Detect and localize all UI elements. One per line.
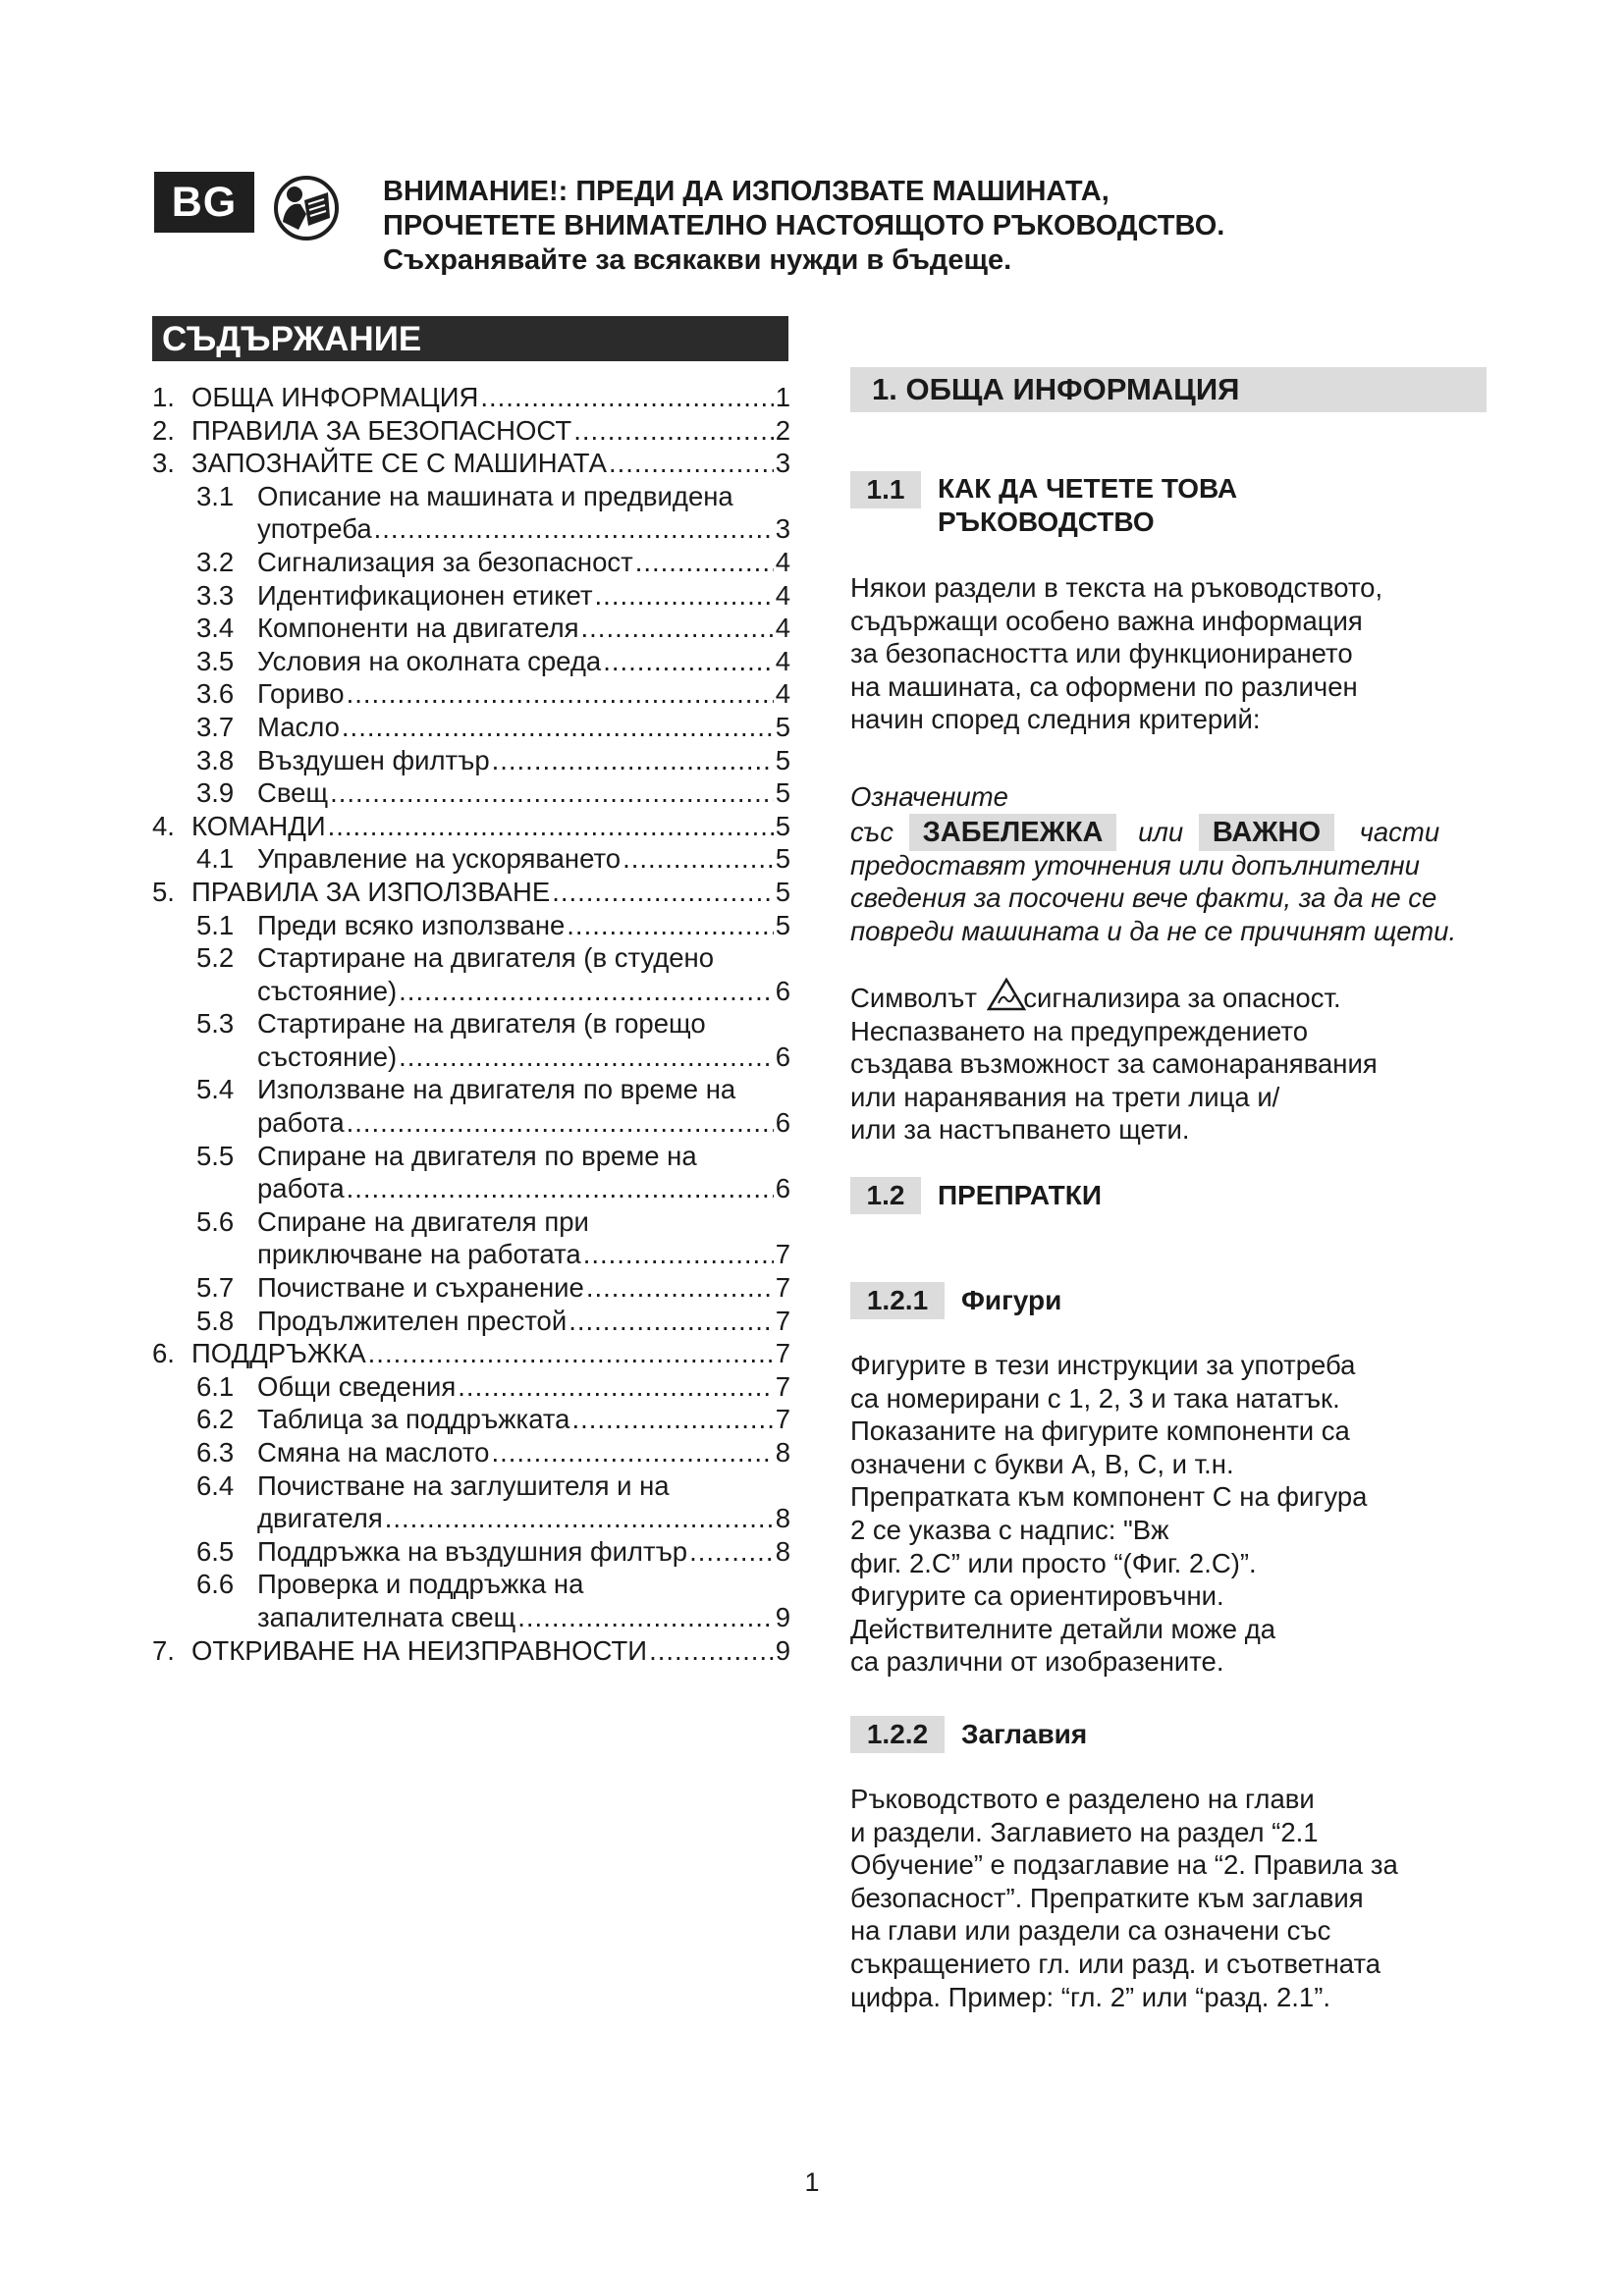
- toc-entry-number: 6.2: [196, 1404, 235, 1435]
- text-fragment: със: [850, 816, 893, 847]
- toc-entry-page: 4: [775, 645, 790, 676]
- toc-leader-dots: [330, 776, 774, 810]
- toc-entry-number: 5.4: [196, 1074, 235, 1105]
- toc-entry-number: 4.1: [196, 843, 235, 875]
- toc-entry: [152, 1238, 790, 1271]
- note-badge: ЗАБЕЛЕЖКА: [909, 814, 1117, 851]
- text-fragment: сигнализира за опасност.: [1023, 983, 1341, 1013]
- toc-entry-number: 6.1: [196, 1370, 235, 1402]
- toc-entry-title: Смяна на маслото: [257, 1437, 490, 1468]
- toc-entry-title: ЗАПОЗНАЙТЕ СЕ С МАШИНАТА: [191, 448, 608, 479]
- note-paragraph: [850, 780, 1456, 947]
- toc-entry-page: 7: [775, 1404, 790, 1435]
- toc-entry-page: 6: [775, 1107, 790, 1139]
- warning-line-3: Съхранявайте за всякакви нужди в бъдеще.: [383, 244, 1012, 276]
- toc-entry-title: Преди всяко използване: [257, 909, 566, 940]
- toc-entry-title: употреба: [257, 513, 372, 545]
- toc-entry-title: Компоненти на двигателя: [257, 613, 579, 644]
- subsection-title: Заглавия: [961, 1719, 1088, 1749]
- toc-entry-title: Идентификационен етикет: [257, 579, 593, 611]
- toc-entry-number: 6.6: [196, 1569, 235, 1600]
- toc-entry-page: 5: [775, 843, 790, 875]
- text-line: създава възможност за самонаранявания: [850, 1048, 1378, 1080]
- toc-entry: [152, 1436, 790, 1469]
- toc-leader-dots: [492, 744, 774, 777]
- text-line: начин според следния критерий:: [850, 704, 1261, 735]
- toc-entry-number: 6.5: [196, 1535, 235, 1567]
- language-badge: BG: [154, 172, 254, 233]
- toc-entry: [152, 579, 790, 613]
- text-fragment: или: [1138, 816, 1184, 847]
- text-line: Неспазването на предупреждението: [850, 1015, 1308, 1046]
- toc-leader-dots: [573, 414, 774, 448]
- toc-entry: [152, 1007, 790, 1041]
- text-line: съкращението гл. или разд. и съответната: [850, 1948, 1381, 1979]
- toc-entry-number: 5.1: [196, 909, 235, 940]
- toc-entry-title: Почистване и съхранение: [257, 1272, 584, 1304]
- toc-leader-dots: [583, 1238, 774, 1271]
- warning-line-2: ПРОЧЕТЕТЕ ВНИМАТЕЛНО НАСТОЯЩОТО РЪКОВОДСТВО.: [383, 210, 1225, 241]
- toc-entry: [152, 1172, 790, 1205]
- note-badge-line: [850, 814, 1456, 849]
- toc-entry-page: 8: [775, 1437, 790, 1468]
- toc-leader-dots: [568, 1305, 774, 1338]
- toc-entry-page: 4: [775, 546, 790, 577]
- toc-leader-dots: [635, 546, 774, 579]
- section-title: 1. ОБЩА ИНФОРМАЦИЯ: [850, 367, 1487, 412]
- toc-entry: [152, 1634, 790, 1668]
- toc-entry: [152, 546, 790, 579]
- toc-entry-title: ОТКРИВАНЕ НА НЕИЗПРАВНОСТИ: [191, 1634, 648, 1666]
- toc-entry: [152, 876, 790, 909]
- toc-entry-title: Сигнализация за безопасност: [257, 546, 633, 577]
- toc-leader-dots: [623, 842, 774, 876]
- toc-leader-dots: [458, 1370, 773, 1404]
- toc-entry-title: Свещ: [257, 777, 329, 809]
- toc-entry-page: 9: [775, 1601, 790, 1632]
- text-line: Фигурите са ориентировъчни.: [850, 1580, 1224, 1612]
- text-line: Означените: [850, 781, 1008, 812]
- toc-title: СЪДЪРЖАНИЕ: [152, 316, 788, 361]
- toc-leader-dots: [347, 1106, 774, 1140]
- text-line: са различни от изобразените.: [850, 1646, 1224, 1678]
- toc-entry-number: 3.3: [196, 579, 235, 611]
- toc-entry-page: 5: [775, 876, 790, 907]
- warning-heading: [383, 175, 1224, 278]
- toc-entry-page: 6: [775, 975, 790, 1006]
- text-line: повреди машината и да не се причинят щети.: [850, 915, 1457, 946]
- text-line: означени с букви A, B, C, и т.н.: [850, 1448, 1234, 1479]
- toc-entry-page: 5: [775, 810, 790, 841]
- manual-reading-icon: [271, 175, 342, 241]
- toc-entry-number: 3.6: [196, 678, 235, 710]
- toc-leader-dots: [374, 512, 774, 546]
- toc-entry: [152, 1403, 790, 1436]
- toc-leader-dots: [552, 876, 774, 909]
- toc-entry-number: 7.: [152, 1634, 175, 1666]
- toc-entry-page: 5: [775, 777, 790, 809]
- toc-leader-dots: [399, 975, 774, 1008]
- toc-entry-number: 4.: [152, 810, 175, 841]
- toc-entry: [152, 1601, 790, 1634]
- toc-entry-title: Въздушен филтър: [257, 744, 490, 775]
- toc-entry-page: 5: [775, 909, 790, 940]
- toc-entry-page: 9: [775, 1634, 790, 1666]
- toc-entry-page: 7: [775, 1338, 790, 1369]
- toc-entry-title: ПРАВИЛА ЗА ИЗПОЛЗВАНЕ: [191, 876, 551, 907]
- page-number: 1: [804, 2167, 820, 2197]
- toc-entry-title: Поддръжка на въздушния филтър: [257, 1535, 688, 1567]
- toc-entry-title: запалителната свещ: [257, 1601, 516, 1632]
- toc-entry-title: Стартиране на двигателя (в горещо: [257, 1008, 706, 1040]
- toc-entry-number: 1.: [152, 382, 175, 412]
- toc-entry-title: ОБЩА ИНФОРМАЦИЯ: [191, 382, 479, 412]
- toc-entry-number: 3.9: [196, 777, 235, 809]
- toc-entry-number: 6.: [152, 1338, 175, 1369]
- toc-entry-title: Описание на машината и предвидена: [257, 480, 733, 511]
- toc-entry-title: Стартиране на двигателя (в студено: [257, 942, 715, 974]
- text-line: или наранявания на трети лица и/: [850, 1081, 1280, 1112]
- toc-leader-dots: [571, 1403, 773, 1436]
- toc-entry-title: двигателя: [257, 1503, 383, 1534]
- toc-entry-page: 1: [775, 382, 790, 412]
- text-line: безопасност”. Препратките към заглавия: [850, 1882, 1364, 1913]
- toc-entry-page: 4: [775, 678, 790, 710]
- toc-entry: [152, 1469, 790, 1503]
- text-line: са номерирани с 1, 2, 3 и така нататък.: [850, 1382, 1340, 1414]
- toc-entry-page: 8: [775, 1535, 790, 1567]
- toc-entry: [152, 1140, 790, 1173]
- toc-leader-dots: [480, 381, 773, 414]
- toc-leader-dots: [385, 1502, 774, 1535]
- subsection-number: 1.2.1: [850, 1282, 945, 1319]
- text-line: Ръководството е разделено на глави: [850, 1784, 1315, 1814]
- toc-entry-page: 3: [775, 513, 790, 545]
- toc-entry-number: 5.5: [196, 1140, 235, 1171]
- text-line: или за настъпването щети.: [850, 1114, 1190, 1146]
- text-line: Обучение” е подзаглавие на “2. Правила за: [850, 1849, 1398, 1881]
- toc-entry-page: 4: [775, 613, 790, 644]
- toc-entry-title: Проверка и поддръжка на: [257, 1569, 584, 1600]
- toc-entry: [152, 909, 790, 942]
- text-line: съдържащи особено важна информация: [850, 605, 1363, 636]
- toc-entry-number: 3.1: [196, 480, 235, 511]
- text-fragment: части: [1359, 816, 1440, 847]
- toc-entry-title: Спиране на двигателя по време на: [257, 1140, 697, 1171]
- toc-entry-title: работа: [257, 1173, 345, 1204]
- toc-leader-dots: [328, 810, 774, 843]
- toc-entry-page: 7: [775, 1272, 790, 1304]
- toc-entry: [152, 941, 790, 975]
- warning-line-1: ВНИМАНИЕ!: ПРЕДИ ДА ИЗПОЛЗВАТЕ МАШИНАТА,: [383, 176, 1110, 207]
- subsection-title: ПРЕПРАТКИ: [938, 1180, 1102, 1210]
- toc-entry: [152, 1073, 790, 1106]
- toc-entry: [152, 645, 790, 678]
- toc-entry: [152, 975, 790, 1008]
- subsection-number: 1.1: [850, 471, 921, 508]
- toc-leader-dots: [491, 1436, 773, 1469]
- text-line: фиг. 2.C” или просто “(Фиг. 2.C)”.: [850, 1547, 1257, 1578]
- toc-entry: [152, 1106, 790, 1140]
- toc-entry: [152, 1305, 790, 1338]
- toc-entry-page: 7: [775, 1305, 790, 1336]
- subsection-1-2-2-header: [850, 1716, 945, 1753]
- toc-entry: [152, 1370, 790, 1404]
- toc-entry-title: ПРАВИЛА ЗА БЕЗОПАСНОСТ: [191, 414, 572, 446]
- toc-leader-dots: [689, 1535, 774, 1569]
- toc-entry-title: КОМАНДИ: [191, 810, 326, 841]
- toc-leader-dots: [517, 1601, 773, 1634]
- toc-entry-title: Гориво: [257, 678, 345, 710]
- title-line: РЪКОВОДСТВО: [938, 507, 1155, 537]
- toc-leader-dots: [399, 1041, 774, 1074]
- toc-entry: [152, 842, 790, 876]
- table-of-contents: [152, 381, 790, 1667]
- text-line: Някои раздели в текста на ръководството,: [850, 572, 1383, 603]
- toc-entry-page: 7: [775, 1370, 790, 1402]
- toc-leader-dots: [368, 1337, 774, 1370]
- toc-entry-number: 3.2: [196, 546, 235, 577]
- text-line: на глави или раздели са означени със: [850, 1915, 1331, 1947]
- toc-entry-title: състояние): [257, 975, 398, 1006]
- toc-entry-number: 3.4: [196, 613, 235, 644]
- toc-entry-number: 2.: [152, 414, 175, 446]
- text-line: за безопасността или функционирането: [850, 638, 1353, 669]
- toc-entry-page: 6: [775, 1173, 790, 1204]
- symbol-paragraph: [850, 978, 1378, 1147]
- text-line: и раздели. Заглавието на раздел “2.1: [850, 1816, 1319, 1847]
- figures-paragraph: [850, 1349, 1367, 1679]
- toc-leader-dots: [595, 579, 774, 613]
- intro-paragraph: [850, 571, 1382, 736]
- toc-entry: [152, 512, 790, 546]
- headings-paragraph: [850, 1783, 1398, 2013]
- toc-entry-number: 3.7: [196, 711, 235, 742]
- toc-entry: [152, 1337, 790, 1370]
- toc-entry: [152, 677, 790, 711]
- toc-leader-dots: [581, 612, 774, 645]
- subsection-title: Фигури: [961, 1285, 1062, 1315]
- toc-entry: [152, 1502, 790, 1535]
- toc-entry-number: 5.8: [196, 1305, 235, 1336]
- toc-entry-title: Масло: [257, 711, 340, 742]
- toc-entry-number: 5.6: [196, 1205, 235, 1237]
- toc-leader-dots: [649, 1634, 774, 1668]
- subsection-number: 1.2.2: [850, 1716, 945, 1753]
- toc-entry-page: 4: [775, 579, 790, 611]
- toc-entry-number: 5.: [152, 876, 175, 907]
- text-line: Действителните детайли може да: [850, 1613, 1276, 1644]
- toc-entry-page: 2: [775, 414, 790, 446]
- text-line: Показаните на фигурите компоненти са: [850, 1415, 1350, 1447]
- toc-entry-number: 5.2: [196, 942, 235, 974]
- text-line: 2 се указва с надпис: "Вж: [850, 1514, 1169, 1545]
- toc-entry-number: 3.: [152, 448, 175, 479]
- toc-entry-title: Почистване на заглушителя и на: [257, 1469, 670, 1501]
- toc-entry-number: 5.3: [196, 1008, 235, 1040]
- text-line: Фигурите в тези инструкции за употреба: [850, 1350, 1356, 1380]
- toc-leader-dots: [567, 909, 773, 942]
- toc-entry-title: Управление на ускоряването: [257, 843, 622, 875]
- toc-entry-title: Продължителен престой: [257, 1305, 568, 1336]
- important-badge: ВАЖНО: [1199, 814, 1334, 851]
- toc-entry-title: ПОДДРЪЖКА: [191, 1338, 366, 1369]
- toc-entry-title: работа: [257, 1107, 345, 1139]
- toc-leader-dots: [347, 677, 774, 711]
- subsection-1-1-header: [850, 471, 921, 508]
- toc-entry: [152, 744, 790, 777]
- title-line: КАК ДА ЧЕТЕТЕ ТОВА: [938, 473, 1238, 504]
- toc-entry-title: Общи сведения: [257, 1370, 457, 1402]
- toc-entry: [152, 1205, 790, 1239]
- toc-entry-number: 6.4: [196, 1469, 235, 1501]
- toc-entry-number: 3.5: [196, 645, 235, 676]
- toc-entry: [152, 480, 790, 513]
- subsection-1-1-title: [938, 472, 1237, 539]
- toc-entry-page: 8: [775, 1503, 790, 1534]
- toc-entry: [152, 414, 790, 448]
- toc-entry: [152, 776, 790, 810]
- toc-entry-number: 5.7: [196, 1272, 235, 1304]
- toc-entry-page: 3: [775, 448, 790, 479]
- toc-entry-title: Спиране на двигателя при: [257, 1205, 589, 1237]
- symbol-line: [850, 978, 1378, 1015]
- toc-entry: [152, 711, 790, 744]
- toc-entry-page: 6: [775, 1041, 790, 1072]
- toc-entry: [152, 381, 790, 414]
- toc-entry: [152, 1535, 790, 1569]
- text-line: Препратката към компонент C на фигура: [850, 1481, 1368, 1513]
- toc-entry: [152, 810, 790, 843]
- toc-entry: [152, 612, 790, 645]
- toc-entry: [152, 1041, 790, 1074]
- toc-entry-number: 6.3: [196, 1437, 235, 1468]
- toc-leader-dots: [609, 447, 774, 480]
- subsection-1-2-header: [850, 1177, 921, 1214]
- toc-entry: [152, 447, 790, 480]
- subsection-1-2-1-header: [850, 1282, 945, 1319]
- text-line: на машината, са оформени по различен: [850, 670, 1358, 702]
- toc-entry-title: състояние): [257, 1041, 398, 1072]
- subsection-number: 1.2: [850, 1177, 921, 1214]
- toc-entry: [152, 1568, 790, 1601]
- toc-leader-dots: [586, 1271, 774, 1305]
- warning-triangle-icon: [987, 978, 1026, 1011]
- toc-leader-dots: [342, 711, 774, 744]
- text-line: предоставят уточнения или допълнителни: [850, 849, 1420, 881]
- toc-entry-title: приключване на работата: [257, 1239, 581, 1270]
- text-line: сведения за посочени вече факти, за да не се: [850, 882, 1437, 914]
- toc-leader-dots: [347, 1172, 774, 1205]
- toc-entry: [152, 1271, 790, 1305]
- toc-entry-page: 5: [775, 711, 790, 742]
- toc-entry-page: 7: [775, 1239, 790, 1270]
- text-line: цифра. Пример: “гл. 2” или “разд. 2.1”.: [850, 1981, 1331, 2012]
- toc-leader-dots: [603, 645, 774, 678]
- toc-entry-title: Таблица за поддръжката: [257, 1404, 570, 1435]
- toc-entry-number: 3.8: [196, 744, 235, 775]
- toc-entry-page: 5: [775, 744, 790, 775]
- toc-entry-title: Използване на двигателя по време на: [257, 1074, 736, 1105]
- text-fragment: Символът: [850, 983, 977, 1013]
- toc-entry-title: Условия на околната среда: [257, 645, 602, 676]
